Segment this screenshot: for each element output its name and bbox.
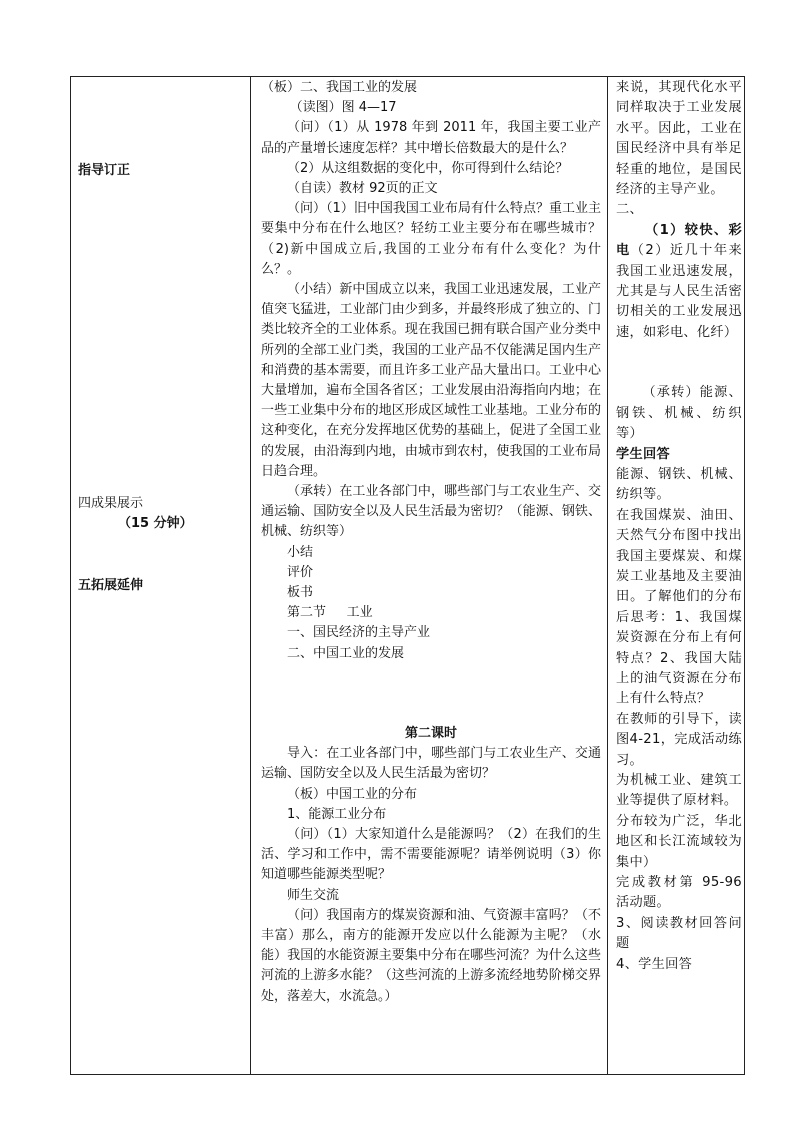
mid-text: 第二节 工业 <box>287 605 373 621</box>
right-text-bold: （1）较快、彩电 <box>616 222 742 259</box>
right-text: 4、学生回答 <box>616 956 693 972</box>
teacher-activity-column <box>251 76 607 1007</box>
label-results-show: 四成果展示 <box>78 496 144 511</box>
mid-text: 小结 <box>287 544 314 560</box>
mid-text: 一、国民经济的主导产业 <box>287 625 431 641</box>
mid-text: （问）（1）大家知道什么是能源吗？（2）在我们的生活、学习和工作中，需不需要能源呢？请举例说明（3）你知道哪些能源类型呢？ <box>261 826 601 883</box>
right-text: 在我国煤炭、油田、天然气分布图中找出我国主要煤炭、和煤炭工业基地及主要油田。了解他们的分布后思考：1、我国煤炭资源在分布上有何特点？2、我国大陆上的油气资源在分布上有什么特点？ <box>616 507 742 707</box>
student-activity-column <box>608 76 745 975</box>
mid-text: 1、能源工业分布 <box>287 806 387 822</box>
mid-text: （板）二、我国工业的发展 <box>261 80 418 95</box>
mid-text: （板）中国工业的分布 <box>287 786 418 802</box>
right-text: 二、 <box>616 202 643 218</box>
mid-text: 师生交流 <box>287 887 340 903</box>
right-text: 能源、钢铁、机械、纺织等。 <box>616 466 742 503</box>
mid-text: 评价 <box>287 564 314 580</box>
right-text: 分布较为广泛，华北地区和长江流域较为集中） <box>616 813 742 870</box>
lesson-heading: 第二课时 <box>404 725 457 741</box>
mid-text: （承转）在工业各部门中，哪些部门与工农业生产、交通运输、国防安全以及人民生活最为密切？（能源、钢铁、机械、纺织等） <box>261 484 601 540</box>
mid-text: （问）（1）从 1978 年到 2011 年，我国主要工业产品的产量增长速度怎样？其中增长倍数最大的是什么？ <box>261 120 601 156</box>
mid-text: 板书 <box>287 585 314 601</box>
right-text-bold: 学生回答 <box>616 446 670 462</box>
right-text: 来说，其现代化水平同样取决于工业发展水平。因此，工业在国民经济中具有举足轻重的地位，是国民经济的主导产业。 <box>616 80 742 198</box>
label-extension: 五拓展延伸 <box>78 578 144 593</box>
mid-text: （小结）新中国成立以来，我国工业迅速发展，工业产值突飞猛进，工业部门由少到多，并最终形成了独立的、门类比较齐全的工业体系。现在我国已拥有联合国产业分类中所列的全部工业门类，我国的工业产品不仅能满足国内生产和消费的基本需要，而且许多工业产品大量出口。工业中心大量增加，遍布全国各省区；工业发展由沿海指向内地；在一些工业集中分布的地区形成区域性工业基地。工业分布的这种变化，在充分发挥地区优势的基础上，促进了全国工业的发展，由沿海到内地，由城市到农村，使我国的工业布局日趋合理。 <box>261 282 601 479</box>
right-text: 完成教材第 95-96 活动题。 <box>616 875 742 911</box>
right-text: （承转）能源、钢铁、机械、纺织等） <box>616 385 742 442</box>
mid-text: （2）从这组数据的变化中，你可得到什么结论？ <box>287 160 569 176</box>
label-guidance: 指导订正 <box>78 163 131 178</box>
mid-text: 导入：在工业各部门中，哪些部门与工农业生产、交通运输、国防安全以及人民生活最为密切？ <box>261 746 601 782</box>
mid-text: 二、中国工业的发展 <box>287 645 405 661</box>
mid-text: （自读）教材 92页的正文 <box>287 181 438 197</box>
right-text: （2）近几十年来我国工业迅速发展，尤其是与人民生活密切相关的工业发展迅速，如彩电、化纤） <box>616 243 742 340</box>
right-text: 在教师的引导下，读图4-21，完成活动练习。 <box>616 711 742 768</box>
mid-text: （问）（1）旧中国我国工业布局有什么特点？重工业主要集中分布在什么地区？轻纺工业主要分布在哪些城市？（2)新中国成立后,我国的工业分布有什么变化？为什么？。 <box>261 201 601 277</box>
mid-text: （读图）图 4—17 <box>289 100 397 116</box>
right-text: 3、阅读教材回答问题 <box>616 915 742 952</box>
label-results-time: （15 分钟） <box>118 516 193 531</box>
right-text: 为机械工业、建筑工业等提供了原材料。 <box>616 773 742 809</box>
mid-text: （问）我国南方的煤炭资源和油、气资源丰富吗？（不丰富）那么，南方的能源开发应以什么能源为主呢？（水能）我国的水能资源主要集中分布在哪些河流？为什么这些河流的上游多水能？（这些河流的上游多流经地势阶梯交界处，落差大，水流急。） <box>261 907 601 1004</box>
